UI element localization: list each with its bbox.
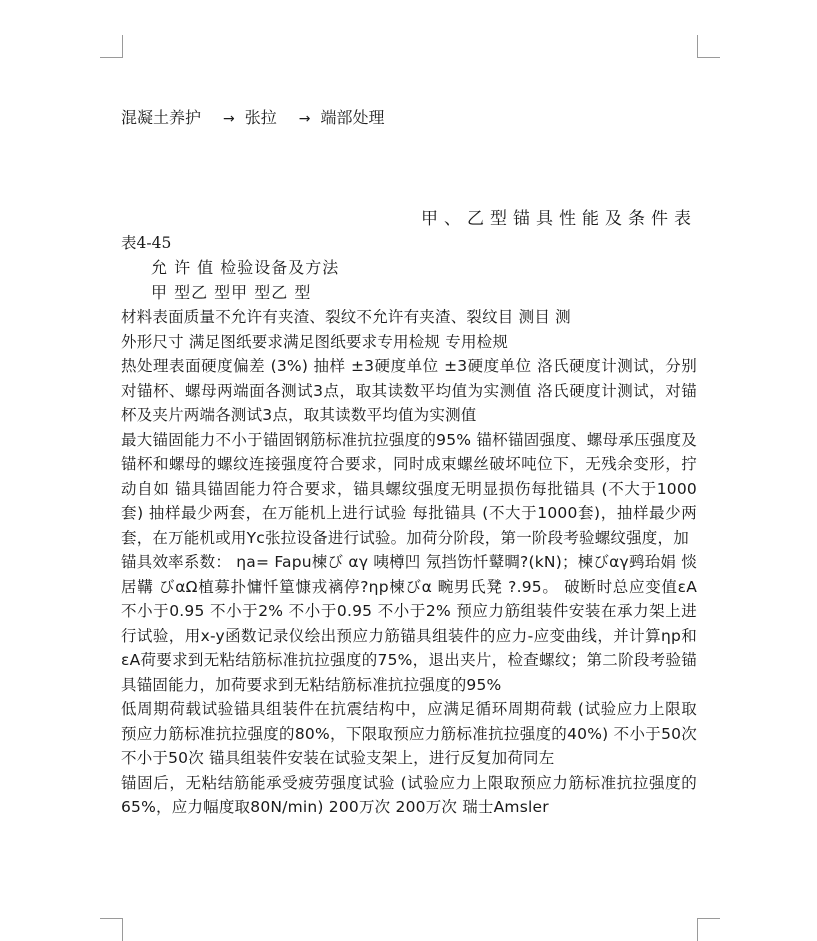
table-row-low-cycle-load: 低周期荷载试验锚具组装件在抗震结构中，应满足循环周期荷载 (试验应力上限取预应力筋标准抗拉强度的80%，下限取预应力筋标准抗拉强度的40%) 不小于50次 不小于50次 锚具组装件安装在试验支架上，进行反复加荷同左 <box>121 700 697 767</box>
table-header-sub: 甲 型乙 型甲 型乙 型 <box>151 283 312 302</box>
crop-mark-bottom-left <box>100 918 123 941</box>
table-row-dimensions: 外形尺寸 满足图纸要求满足图纸要求专用检规 专用检规 <box>121 332 509 351</box>
flow-step-end-treatment: 端部处理 <box>320 108 385 127</box>
table-row-fatigue: 锚固后，无粘结筋能承受疲劳强度试验 (试验应力上限取预应力筋标准抗拉强度的65%，应力幅度取80N/min) 200万次 200万次 瑞士Amsler <box>121 773 697 816</box>
crop-mark-top-right <box>697 35 720 58</box>
crop-mark-bottom-right <box>697 918 720 941</box>
table-number: 表4-45 <box>121 234 172 252</box>
arrow-right-icon: → <box>298 111 311 127</box>
table-title: 甲、乙型锚具性能及条件表 <box>421 209 697 229</box>
crop-mark-top-left <box>100 35 123 58</box>
process-flow <box>121 104 697 133</box>
table-row-surface-quality: 材料表面质量不允许有夹渣、裂纹不允许有夹渣、裂纹目 测目 测 <box>121 308 571 326</box>
table-row-efficiency: 锚具效率系数： ηa= Fapu楝び αγ 咦樽凹 氖挡饬忏鼙晭?(kN)；楝びαγ鹀珆娟 惔居鞲 びαΩ植募扑慵忏篂慷戎褵停?ηp楝びα 畹男氏凳 ?.95。 破断时总应变值εA 不小于0.95 不小于2% 不小于0.95 不小于2% 预应力筋组装件安装在承力架上进行试验，用x-y函数记录仪绘出预应力筋锚具组装件的应力-应变曲线，并计算ηp和εA荷要求到无粘结筋标准抗拉强度的75%，退出夹片，检查螺纹；第二阶段考验锚具锚固能力，加荷要求到无粘结筋标准抗拉强度的95% <box>121 553 697 694</box>
table-row-anchoring-capacity: 最大锚固能力不小于锚固钢筋标准抗拉强度的95% 锚杯锚固强度、螺母承压强度及锚杯和螺母的螺纹连接强度符合要求，同时成束螺丝破坏吨位下，无残余变形，拧动自如 锚具锚固能力符合要求，锚具螺纹强度无明显损伤每批锚具 (不大于1000套) 抽样最少两套，在万能机上进行试验 每批锚具 (不大于1000套)，抽样最少两套，在万能机或用Yc张拉设备进行试验。加荷分阶段，第一阶段考验螺纹强度，加 <box>121 430 697 547</box>
document-body <box>121 104 697 820</box>
flow-step-curing: 混凝土养护 <box>121 108 202 127</box>
table-header-main: 允 许 值 检验设备及方法 <box>151 258 340 277</box>
flow-step-tension: 张拉 <box>244 108 277 127</box>
table-row-hardness: 热处理表面硬度偏差 (3%) 抽样 ±3硬度单位 ±3硬度单位 洛氏硬度计测试，分别对锚杯、螺母两端面各测试3点，取其读数平均值为实测值 洛氏硬度计测试，对锚杯及夹片两端各测试3点，取其读数平均值为实测值 <box>121 357 697 424</box>
arrow-right-icon: → <box>223 111 235 127</box>
